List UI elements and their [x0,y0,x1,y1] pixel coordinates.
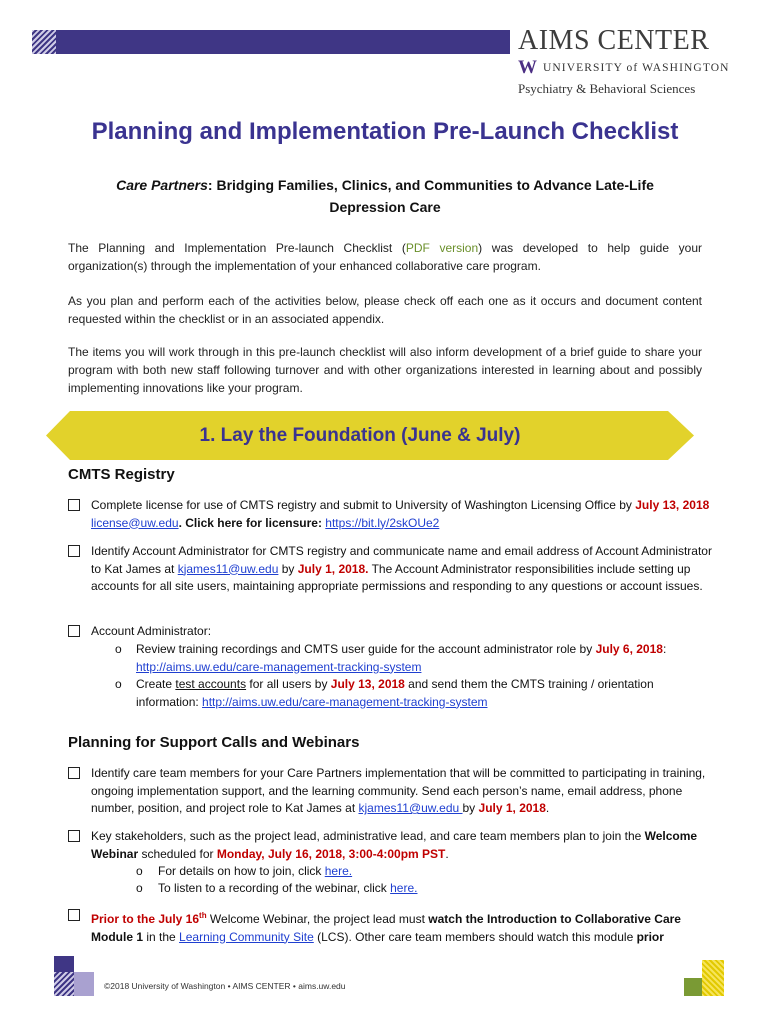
deadline: July 1, 2018 [478,801,546,815]
join-details-link[interactable]: here. [324,864,353,878]
checkbox[interactable] [68,767,80,779]
subtitle-program-name: Care Partners [116,177,208,193]
bullet-icon: o [136,881,143,895]
checkbox[interactable] [68,545,80,557]
kat-james-email-link[interactable]: kjames11@uw.edu [358,801,463,815]
header-stripes [32,30,56,54]
deadline: Monday, July 16, 2018, 3:00-4:00pm PST [216,846,446,861]
checklist-item-text: Account Administrator: [91,624,212,638]
deadline: Prior to the July 16 [91,912,200,926]
licensure-link[interactable]: https://bit.ly/2skOUe2 [325,515,440,530]
sub-item-test-accounts [115,676,715,711]
checklist-item-text: Prior to the July 16th Welcome Webinar, the project lead must watch the Introduction to Collaborative Care Module 1 in the Learning Community Site (LCS). Other care team members should watch this module prior [91,911,681,944]
footer-decoration-green [684,978,702,996]
logo-department: Psychiatry & Behavioral Sciences [518,81,696,96]
sub-item-training [115,641,715,676]
checklist-item-text: Identify Account Administrator for CMTS registry and communicate name and email address of Account Administrator to Kat James at kjames11@uw.edu by July 1, 2018. The Account Administrator responsibilities include setting up accounts for all site users, maintaining appropriate permissions and responding to any questions or account issues. [91,544,712,593]
footer-decoration-stripes [54,972,74,996]
intro-paragraph-2: As you plan and perform each of the activities below, please check off each one as it occurs and document content requested within the checklist or in an associated appendix. [68,294,702,326]
checkbox[interactable] [68,909,80,921]
checklist-item-text: Complete license for use of CMTS registry and submit to University of Washington Licensing Office by July 13, 2018 license@uw.edu. Click here for licensure: https://bit.ly/2skOUe2 [91,498,710,530]
checklist-item-account-admin [68,543,714,596]
document-subtitle [80,174,690,218]
learning-community-link[interactable]: Learning Community Site [179,929,314,944]
sub-item-text: For details on how to join, click here. [158,864,353,878]
cmts-link[interactable]: http://aims.uw.edu/care-management-tracking-system [202,694,488,709]
checkbox[interactable] [68,499,80,511]
header-bar [32,30,510,54]
checklist-item-text: Key stakeholders, such as the project lead, administrative lead, and care team members plan to join the Welcome Webinar scheduled for Monday, July 16, 2018, 3:00-4:00pm PST. [91,829,698,861]
checkbox[interactable] [68,830,80,842]
intro-paragraph-1 [68,239,702,275]
intro-p1-text: The Planning and Implementation Pre-launch Checklist ( [68,241,406,255]
deadline: July 6, 2018 [595,642,663,656]
pdf-version-link[interactable]: PDF version [405,241,479,255]
checklist-item-intro-module [68,907,714,946]
section-banner [46,411,694,460]
checkbox[interactable] [68,625,80,637]
recording-link[interactable]: here. [390,881,418,895]
bullet-icon: o [136,864,143,878]
deadline: July 13, 2018 [330,677,405,691]
intro-p1-text-end: ) was developed to help guide your organization(s) through the implementation of your enhanced collaborative care program. [68,241,702,273]
bullet-icon: o [115,677,122,691]
footer-decoration-gold [702,960,724,996]
kat-james-email-link[interactable]: kjames11@uw.edu [177,561,279,576]
footer-copyright: ©2018 University of Washington • AIMS CENTER • aims.uw.edu [104,981,346,991]
uw-w-icon: W [518,57,537,78]
logo-aims-center: AIMS CENTER [518,25,710,56]
cmts-registry-heading: CMTS Registry [68,466,175,483]
aims-center-logo [518,26,743,97]
license-email-link[interactable]: license@uw.edu [91,515,179,530]
checklist-item-care-team [68,765,714,818]
logo-uw-row [518,59,743,77]
cmts-link[interactable]: http://aims.uw.edu/care-management-tracking-system [136,659,422,674]
deadline: July 1, 2018. [297,561,369,576]
sub-item-recording [136,880,736,898]
sub-item-text: Review training recordings and CMTS user guide for the account administrator role by July 6, 2018: http://aims.uw.edu/care-management-tracking-system [136,642,667,674]
footer-decoration-purple [54,956,74,972]
deadline: July 13, 2018 [635,498,710,512]
sub-item-text: To listen to a recording of the webinar, click here. [158,881,418,895]
sub-item-join-details [136,863,736,881]
checklist-item-license [68,497,714,532]
banner-title: 1. Lay the Foundation (June & July) [199,424,521,446]
checklist-item-text: Identify care team members for your Care Partners implementation that will be committed to participating in training, ongoing implementation support, and the learning community. Send each person’s name, email address, phone number, position, and project role to Kat James at kjames11@uw.edu by July 1, 2018. [91,766,706,815]
bullet-icon: o [115,642,122,656]
checklist-item-welcome-webinar [68,828,714,863]
intro-paragraph-3: The items you will work through in this pre-launch checklist will also inform development of a brief guide to share your program with both new staff following turnover and with other organizations interested in learning about and possibly implementing innovations like your program. [68,345,702,395]
sub-item-text: Create test accounts for all users by July 13, 2018 and send them the CMTS training / orientation information: http://aims.uw.edu/care-management-tracking-system [136,677,654,709]
footer-decoration-lavender [74,972,94,996]
support-calls-heading: Planning for Support Calls and Webinars [68,734,360,751]
logo-university: UNIVERSITY of WASHINGTON [543,62,730,74]
subtitle-rest: : Bridging Families, Clinics, and Communities to Advance Late-Life Depression Care [207,177,654,215]
document-title: Planning and Implementation Pre-Launch Checklist [91,118,679,145]
checklist-item-admin-tasks [68,623,714,641]
